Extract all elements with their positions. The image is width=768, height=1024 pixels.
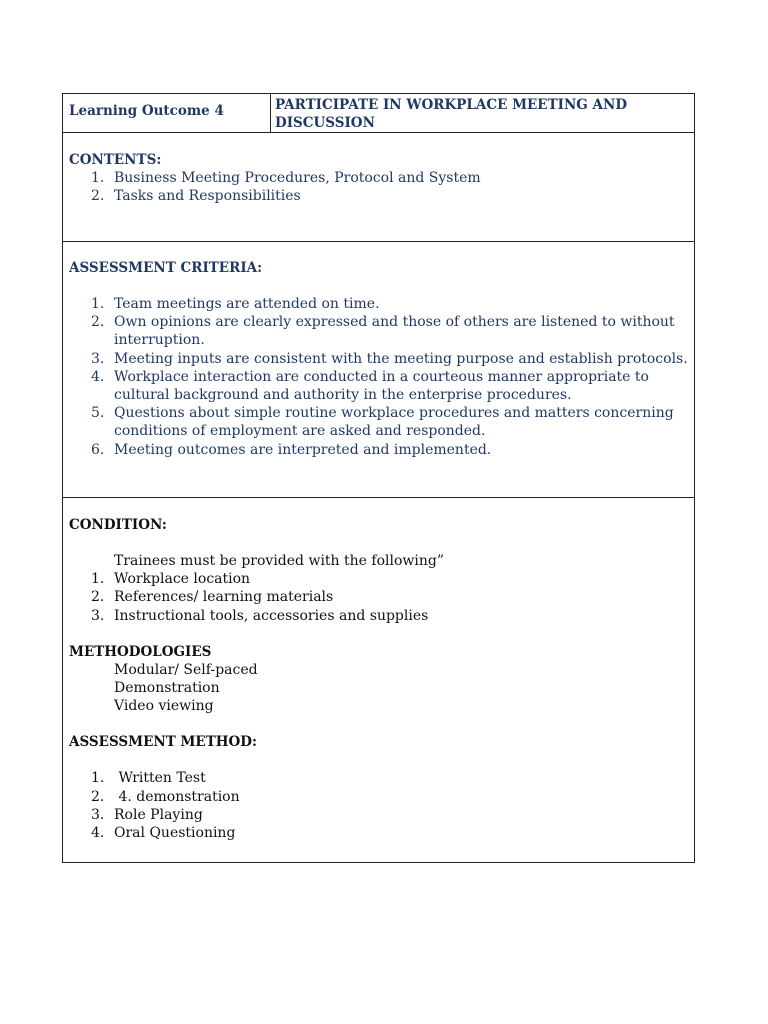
- learning-outcome-page: [62, 93, 695, 863]
- assessment-criteria-cell: [63, 242, 695, 498]
- list-item: 2. Own opinions are clearly expressed and those of others are listened to without interruption.: [91, 314, 675, 349]
- list-item: 5. Questions about simple routine workplace procedures and matters concerning conditions of employment are asked and responded.: [91, 405, 674, 440]
- list-item: Modular/ Self-paced: [114, 661, 258, 678]
- contents-list: [69, 169, 694, 205]
- methodologies-title: METHODOLOGIES: [69, 643, 212, 660]
- list-item: 1. Written Test: [91, 770, 206, 787]
- contents-title: CONTENTS:: [69, 152, 162, 168]
- list-item: 1. Team meetings are attended on time.: [91, 296, 380, 312]
- list-item: 2. References/ learning materials: [91, 589, 334, 606]
- list-item: 6. Meeting outcomes are interpreted and implemented.: [91, 441, 492, 458]
- list-item: 2. 4. demonstration: [91, 788, 240, 805]
- assessment-method-list: [69, 769, 694, 842]
- list-item: 3. Instructional tools, accessories and supplies: [91, 607, 429, 624]
- assessment-criteria-title: ASSESSMENT CRITERIA:: [69, 260, 263, 276]
- contents-row: [63, 133, 695, 242]
- assessment-criteria-row: [63, 242, 695, 498]
- contents-cell: [63, 133, 695, 242]
- list-item: 1. Workplace location: [91, 571, 251, 588]
- list-item: Demonstration: [114, 680, 220, 697]
- condition-intro: Trainees must be provided with the following”: [114, 553, 444, 569]
- condition-title: CONDITION:: [69, 517, 167, 533]
- learning-outcome-table: [62, 93, 695, 863]
- assessment-method-title: ASSESSMENT METHOD:: [69, 734, 257, 751]
- outcome-title-cell: [271, 94, 695, 133]
- list-item: 2. Tasks and Responsibilities: [91, 188, 301, 205]
- outcome-label-cell: [63, 94, 271, 133]
- assessment-criteria-list: [69, 295, 694, 459]
- list-item: 4. Oral Questioning: [91, 825, 236, 842]
- condition-cell: [63, 498, 695, 863]
- header-row: [63, 94, 695, 133]
- list-item: 1. Business Meeting Procedures, Protocol and System: [91, 170, 481, 186]
- list-item: 4. Workplace interaction are conducted in a courteous manner appropriate to cultural background and authority in the enterprise procedures.: [91, 368, 649, 404]
- condition-row: [63, 498, 695, 863]
- list-item: 3. Role Playing: [91, 806, 203, 823]
- outcome-title: PARTICIPATE IN WORKPLACE MEETING AND DISCUSSION: [275, 97, 628, 131]
- outcome-label: Learning Outcome 4: [69, 103, 224, 119]
- condition-list: [69, 570, 694, 625]
- list-item: 3. Meeting inputs are consistent with the meeting purpose and establish protocols.: [91, 350, 688, 367]
- list-item: Video viewing: [114, 698, 214, 715]
